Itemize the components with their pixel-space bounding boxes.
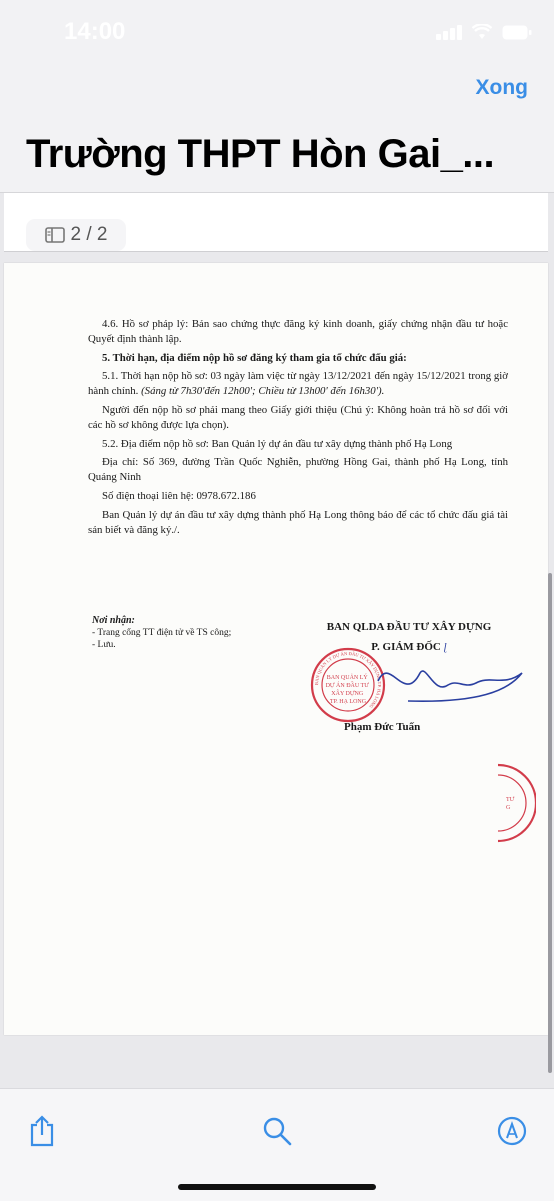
search-button[interactable] <box>257 1111 297 1151</box>
svg-text:G: G <box>506 805 511 811</box>
home-indicator[interactable] <box>178 1184 376 1190</box>
status-icons <box>436 24 532 40</box>
paragraph-heading: 5. Thời hạn, địa điểm nộp hồ sơ đăng ký tham gia tổ chức đấu giá: <box>102 351 407 364</box>
recipients-block <box>92 615 231 651</box>
sidebar-icon <box>45 227 65 243</box>
signer-role: P. GIÁM ĐỐC ɭ <box>371 641 447 653</box>
pdf-viewer[interactable] <box>0 192 554 1089</box>
document-page <box>4 263 548 1035</box>
svg-text:TƯ: TƯ <box>506 797 515 803</box>
done-button[interactable]: Xong <box>475 76 528 99</box>
signer-name: Phạm Đức Tuấn <box>344 721 421 733</box>
paragraph: Người đến nộp hồ sơ phải mang theo Giấy giới thiệu (Chú ý: Không hoàn trả hồ sơ đối với các hồ sơ không được lựa chọn). <box>88 403 508 431</box>
status-bar <box>0 0 554 64</box>
recipient-item: - Lưu. <box>92 640 116 650</box>
scrollbar[interactable] <box>548 573 552 1073</box>
stamp-label: BAN QUẢN LÝ DỰ ÁN ĐẦU TƯ XÂY DỰNG TP. HẠ LONG <box>313 651 383 710</box>
share-icon <box>28 1115 56 1147</box>
markup-button[interactable] <box>492 1111 532 1151</box>
paragraph: 5.1. Thời hạn nộp hồ sơ: 03 ngày làm việc từ ngày 13/12/2021 đến ngày 15/12/2021 trong giờ hành chính. (Sáng từ 7h30'đến 12h00'; Chiều từ 13h00' đến 16h30'). <box>88 370 508 398</box>
signal-icon <box>436 25 462 40</box>
svg-text:BAN QUẢN LÝ DỰ ÁN ĐẦU: BAN QUẢN LÝ DỰ ÁN ĐẦU TƯ XÂY DỰNG TP. HẠ LONG <box>325 675 369 705</box>
paragraph: Ban Quản lý dự án đầu tư xây dựng thành phố Hạ Long thông báo để các tổ chức đấu giá tài sản biết và đăng ký./. <box>88 508 508 536</box>
page-indicator[interactable] <box>26 219 126 251</box>
document-title: Trường THPT Hòn Gai_... <box>26 132 495 176</box>
document-body <box>88 317 508 541</box>
search-icon <box>262 1116 292 1146</box>
recipients-heading: Nơi nhận: <box>92 615 135 626</box>
paragraph: 5.2. Địa điểm nộp hồ sơ: Ban Quản lý dự án đầu tư xây dựng thành phố Hạ Long <box>102 437 453 450</box>
paragraph: Số điện thoại liên hệ: 0978.672.186 <box>102 489 256 502</box>
status-time: 14:00 <box>64 18 126 45</box>
share-button[interactable] <box>22 1111 62 1151</box>
markup-icon <box>497 1116 527 1146</box>
paragraph: Địa chỉ: Số 369, đường Trần Quốc Nghiễn, phường Hồng Gai, thành phố Hạ Long, tỉnh Quảng Ninh <box>88 456 508 484</box>
recipient-item: - Trang cổng TT điện tử về TS công; <box>92 628 232 638</box>
page-indicator-label: 2 / 2 <box>70 224 108 245</box>
paragraph: 4.6. Hồ sơ pháp lý: Bản sao chứng thực đăng ký kinh doanh, giấy chứng nhận đầu tư hoặc Quyết định thành lập. <box>88 318 508 345</box>
official-stamp <box>308 645 548 725</box>
battery-icon <box>502 25 532 40</box>
partial-stamp <box>496 761 536 845</box>
signer-org: BAN QLDA ĐẦU TƯ XÂY DỰNG <box>326 621 492 633</box>
wifi-icon <box>472 24 492 40</box>
